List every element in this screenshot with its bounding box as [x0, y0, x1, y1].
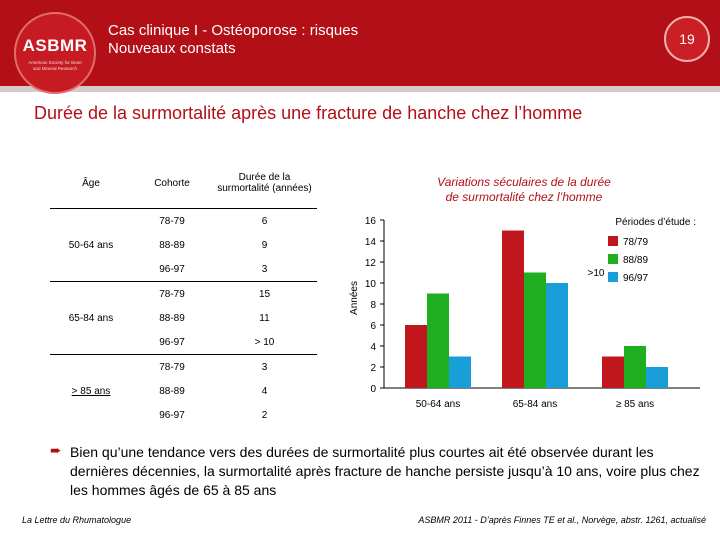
slide-title-line1: Cas clinique I - Ostéoporose : risques [108, 22, 359, 39]
bar-88-89 [524, 273, 546, 389]
y-tick-label: 8 [370, 300, 376, 311]
legend-title: Périodes d’étude : [615, 217, 696, 228]
bar-96-97 [546, 283, 568, 388]
cohort-cell: 78-79 [159, 288, 185, 300]
y-tick-label: 16 [364, 216, 376, 227]
bar-88-89 [427, 294, 449, 389]
cohort-cell: 78-79 [159, 361, 185, 373]
age-group-label: 50-64 ans [50, 209, 132, 282]
slide-title-line2: Nouveaux constats [108, 40, 236, 57]
age-group-label: 65-84 ans [50, 282, 132, 355]
bar-96-97 [449, 357, 471, 389]
duration-cell: > 10 [212, 330, 317, 355]
cohort-cell: 88-89 [159, 239, 185, 251]
y-tick-label: 6 [370, 321, 376, 332]
logo-subtext: American Society for Bone and Mineral Research [28, 60, 82, 71]
duration-cell: 3 [212, 257, 317, 282]
y-tick-label: 12 [364, 258, 376, 269]
y-tick-label: 4 [370, 342, 376, 353]
cohort-cell: 96-97 [159, 409, 185, 421]
header-age: Âge [50, 158, 132, 209]
duration-cell: 3 [261, 361, 268, 373]
duration-cell: 9 [261, 239, 268, 251]
bar-78-79 [602, 357, 624, 389]
y-tick-label: 0 [370, 384, 376, 395]
x-tick-label: ≥ 85 ans [615, 399, 655, 410]
header-cohort: Cohorte [132, 158, 212, 209]
y-axis-label: Années [349, 281, 360, 315]
duration-cell: 4 [261, 385, 268, 397]
y-tick-label: 2 [370, 363, 376, 374]
footer-reference: ASBMR 2011 - D’après Finnes TE et al., Norvège, abstr. 1261, actualisé [418, 515, 706, 525]
cohort-cell: 78-79 [159, 215, 185, 227]
x-tick-label: 65-84 ans [512, 399, 558, 410]
footer-source: La Lettre du Rhumatologue [22, 515, 132, 525]
legend-label: 78/79 [623, 237, 649, 248]
cohort-cell: 88-89 [159, 312, 185, 324]
legend-label: 88/89 [623, 255, 649, 266]
bar-78-79 [502, 231, 524, 389]
bullet-paragraph: Bien qu’une tendance vers des durées de surmortalité plus courtes ait été observée durant les dernières décennies, la surmortalité après fracture de hanche persiste jusqu’à 10 ans, voire plus chez les hommes âgés de 65 à 85 ans [70, 444, 700, 498]
duration-cell: 15 [258, 288, 271, 300]
y-tick-label: 10 [364, 279, 376, 290]
y-tick-label: 14 [364, 237, 376, 248]
legend-swatch [608, 272, 618, 282]
bar-88-89 [624, 346, 646, 388]
duration-cell: 6 [261, 215, 268, 227]
x-tick-label: 50-64 ans [415, 399, 461, 410]
legend-swatch [608, 236, 618, 246]
cohort-cell: 96-97 [132, 330, 212, 355]
bar-78-79 [405, 325, 427, 388]
legend-label: 96/97 [623, 273, 649, 284]
age-group-label: > 85 ans [71, 385, 111, 397]
arrow-bullet-icon: ➨ [50, 442, 62, 458]
duration-cell: 11 [259, 312, 270, 324]
chart-title-line2: de surmortalité chez l’homme [445, 190, 603, 204]
main-title: Durée de la surmortalité après une fracture de hanche chez l’homme [34, 103, 583, 123]
bar-96-97 [646, 367, 668, 388]
duration-cell: 2 [261, 409, 268, 421]
cohort-cell: 96-97 [132, 257, 212, 282]
page-number: 19 [664, 16, 710, 62]
cohort-cell: 88-89 [159, 385, 185, 397]
logo-text: ASBMR [22, 36, 88, 55]
bar-annotation: >10 [587, 268, 605, 279]
legend-swatch [608, 254, 618, 264]
header-duration: Durée de la surmortalité (années) [212, 158, 317, 209]
chart-title-line1: Variations séculaires de la durée [437, 175, 611, 189]
